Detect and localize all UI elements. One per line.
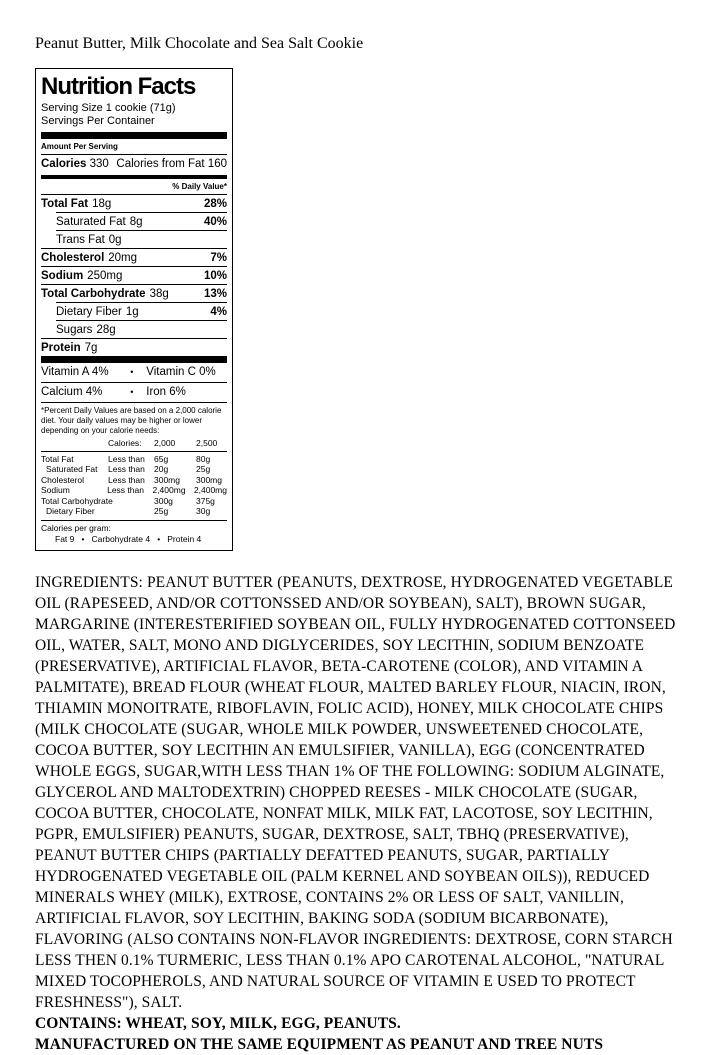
nutrition-facts-label <box>35 68 233 551</box>
row-qualifier: Less than <box>107 485 144 495</box>
bullet-separator: • <box>130 387 134 397</box>
nutrient-amount: 7g <box>84 342 98 354</box>
calcium: Calcium 4% <box>41 386 103 398</box>
nutrient-amount: 0g <box>108 234 122 246</box>
table-row-saturated-fat <box>41 464 227 475</box>
row-name: Total Fat <box>41 453 74 464</box>
row-2000-value: 65g <box>154 453 169 464</box>
row-qualifier: Less than <box>108 474 145 485</box>
row-2500-value: 30g <box>196 506 211 516</box>
nutrient-daily-value: 4% <box>210 306 227 318</box>
vitamin-row-calcium-iron <box>41 383 227 403</box>
table-row-dietary-fiber <box>41 506 227 517</box>
nutrient-daily-value: 28% <box>203 198 227 210</box>
vitamin-c: Vitamin C 0% <box>146 366 216 378</box>
iron: Iron 6% <box>146 386 186 398</box>
separator-bar-thick <box>41 132 227 139</box>
row-2000-value: 25g <box>154 506 169 516</box>
table-row-sodium <box>41 485 227 496</box>
row-qualifier: Less than <box>108 453 145 464</box>
nutrient-row-trans-fat <box>56 230 227 248</box>
row-2500-value: 300mg <box>196 474 222 485</box>
nutrient-daily-value: 10% <box>203 270 227 282</box>
calories-value: 330 <box>89 158 109 170</box>
nutrient-daily-value: 7% <box>210 252 227 264</box>
serving-size: Serving Size 1 cookie (71g) <box>41 102 176 114</box>
row-2500-value: 25g <box>196 464 211 474</box>
row-name: Cholesterol <box>41 474 84 485</box>
table-row-total-carbohydrate <box>41 496 227 507</box>
calories-per-gram <box>41 520 227 545</box>
nutrient-amount: 20mg <box>108 252 138 264</box>
row-2500-value: 375g <box>196 495 215 506</box>
calories-per-gram-label: Calories per gram: <box>41 522 111 533</box>
bullet-separator: • <box>130 367 134 377</box>
header-2500: 2,500 <box>196 438 218 448</box>
nutrient-row-cholesterol <box>41 248 227 266</box>
nutrient-name: Saturated Fat <box>56 216 126 228</box>
nutrient-row-sodium <box>41 266 227 284</box>
manufactured-statement: MANUFACTURED ON THE SAME EQUIPMENT AS PEANUT AND TREE NUTS <box>35 1035 604 1053</box>
nutrient-row-sugars <box>56 320 227 338</box>
nutrition-facts-title: Nutrition Facts <box>41 73 196 100</box>
separator-bar-thick <box>41 356 227 363</box>
contains-statement: CONTAINS: WHEAT, SOY, MILK, EGG, PEANUTS. <box>35 1014 401 1032</box>
nutrient-amount: 38g <box>149 288 169 300</box>
vitamin-row-a-c <box>41 363 227 383</box>
footnote-table <box>41 438 227 517</box>
row-name: Dietary Fiber <box>46 506 95 516</box>
nutrient-name: Cholesterol <box>41 252 105 264</box>
nutrient-name: Dietary Fiber <box>56 306 122 318</box>
footnote-table-header <box>41 438 227 452</box>
nutrient-row-total-fat <box>41 194 227 212</box>
header-calories: Calories: <box>108 438 142 448</box>
nutrient-amount: 1g <box>125 306 139 318</box>
product-title: Peanut Butter, Milk Chocolate and Sea Salt Cookie <box>35 35 364 52</box>
nutrient-daily-value: 40% <box>203 216 227 228</box>
row-name: Saturated Fat <box>46 464 98 474</box>
row-2000-value: 2,400mg <box>152 485 186 495</box>
row-2000-value: 20g <box>154 464 169 474</box>
row-2500-value: 80g <box>196 453 211 464</box>
nutrient-name: Sugars <box>56 324 93 336</box>
nutrient-row-protein <box>41 338 227 356</box>
row-name: Sodium <box>41 485 70 495</box>
nutrient-name: Total Carbohydrate <box>41 288 146 300</box>
daily-values-footnote: *Percent Daily Values are based on a 2,000 calorie diet. Your daily values may be higher or lower depending on your calorie needs: <box>41 406 222 435</box>
nutrient-name: Protein <box>41 342 81 354</box>
row-2500-value: 2,400mg <box>193 485 227 495</box>
nutrient-name: Total Fat <box>41 198 89 210</box>
daily-value-header: % Daily Value* <box>172 182 227 191</box>
vitamin-a: Vitamin A 4% <box>41 366 109 378</box>
header-2000: 2,000 <box>154 438 176 448</box>
calories-per-gram-values: Fat 9 • Carbohydrate 4 • Protein 4 <box>55 533 202 544</box>
calories-row <box>41 154 227 175</box>
nutrient-daily-value: 13% <box>203 288 227 300</box>
servings-per-container: Servings Per Container <box>41 115 155 127</box>
nutrient-amount: 28g <box>96 324 116 336</box>
nutrient-row-total-carbohydrate <box>41 284 227 302</box>
header-spacer <box>41 438 108 449</box>
nutrient-row-dietary-fiber <box>56 302 227 320</box>
ingredients-section <box>35 572 692 1055</box>
row-2000-value: 300mg <box>154 474 180 485</box>
amount-per-serving: Amount Per Serving <box>41 142 118 151</box>
row-name: Total Carbohydrate <box>41 495 113 506</box>
nutrient-amount: 250mg <box>87 270 123 282</box>
row-2000-value: 300g <box>154 495 173 506</box>
nutrient-name: Trans Fat <box>56 234 105 246</box>
nutrient-amount: 8g <box>129 216 143 228</box>
nutrient-row-saturated-fat <box>56 212 227 230</box>
table-row-total-fat <box>41 454 227 465</box>
table-row-cholesterol <box>41 475 227 486</box>
ingredients-statement: INGREDIENTS: PEANUT BUTTER (PEANUTS, DEXTROSE, HYDROGENATED VEGETABLE OIL (RAPESEED, AND/OR COTTONSSED AND/OR SOYBEAN), SALT), BROWN SUGAR, MARGARINE (INTERESTERIFIED SOYBEAN OIL, FULLY HYDROGENATED COTTONSEED OIL, WATER, SALT, MONO AND DIGLYCERIDES, SOY LECITHIN, SODIUM BENZOATE (PRESERVATIVE), ARTIFICIAL FLAVOR, BETA-CAROTENE (COLOR), AND VITAMIN A PALMITATE), BREAD FLOUR (WHEAT FLOUR, MALTED BARLEY FLOUR, NIACIN, IRON, THIAMIN MONOITRATE, RIBOFLAVIN, FOLIC ACID), HONEY, MILK CHOCOLATE CHIPS (MILK CHOCOLATE (SUGAR, WHOLE MILK POWDER, UNSWEETENED CHOCOLATE, COCOA BUTTER, SOY LECITHIN AN EMULSIFIER, VANILLA), EGG (CONCENTRATED WHOLE EGGS, SUGAR,WITH LESS THAN 1% OF THE FOLLOWING: SODIUM ALGINATE, GLYCEROL AND MALTODEXTRIN) CHOPPED REESES - MILK CHOCOLATE (SUGAR, COCOA BUTTER, CHOCOLATE, NONFAT MILK, MILK FAT, LACOTOSE, SOY LECITHIN, PGPR, EMULSIFIER) PEANUTS, SUGAR, DEXTROSE, SALT, TBHQ (PRESERVATIVE), PEANUT BUTTER CHIPS (PARTIALLY DEFATTED PEANUTS, SUGAR, PARTIALLY HYDROGENATED VEGETABLE OIL (PALM KERNEL AND SOYBEAN OILS)), REDUCED MINERALS WHEY (MILK), EXTROSE, CONTAINS 2% OR LESS OF SALT, VANILLIN, ARTIFICIAL FLAVOR, SOY LECITHIN, BAKING SODA (SODIUM BICARBONATE), FLAVORING (ALSO CONTAINS NON-FLAVOR INGREDIENTS: DEXTROSE, CORN STARCH LESS THEN 0.1% TURMERIC, LESS THAN 0.1% APO CAROTENAL ALCOHOL, "NATURAL MIXED TOCOPHEROLS, AND NATURAL SOURCE OF VITAMIN E USED TO PROTECT FRESHNESS"), SALT. <box>35 573 676 1011</box>
nutrient-name: Sodium <box>41 270 84 282</box>
calories-label: Calories <box>41 158 87 170</box>
calories-from-fat: Calories from Fat 160 <box>116 158 227 170</box>
nutrient-amount: 18g <box>92 198 112 210</box>
calories-amount <box>41 158 109 171</box>
row-qualifier: Less than <box>108 464 145 474</box>
